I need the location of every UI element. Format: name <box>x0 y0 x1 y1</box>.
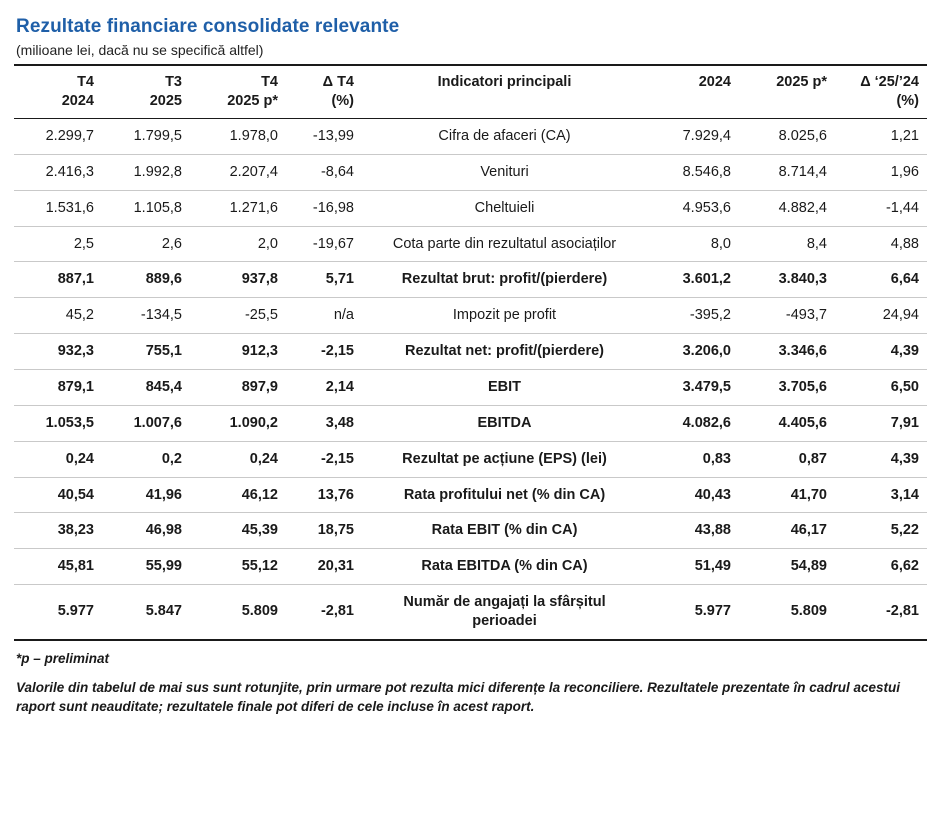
cell-t4-2024: 887,1 <box>14 262 102 298</box>
cell-2024: 3.479,5 <box>647 370 739 406</box>
cell-delta-year: 6,50 <box>835 370 927 406</box>
cell-2024: 43,88 <box>647 513 739 549</box>
cell-delta-t4: 2,14 <box>286 370 362 406</box>
cell-delta-t4: n/a <box>286 298 362 334</box>
cell-delta-year: 4,88 <box>835 226 927 262</box>
column-header-2024 <box>647 65 739 119</box>
cell-2024: 3.601,2 <box>647 262 739 298</box>
cell-t4-2024: 932,3 <box>14 334 102 370</box>
cell-indicator-label: Cifra de afaceri (CA) <box>362 119 647 155</box>
cell-2025p: -493,7 <box>739 298 835 334</box>
cell-t4-2024: 2,5 <box>14 226 102 262</box>
cell-t4-2024: 2.416,3 <box>14 154 102 190</box>
cell-t4-2025p: 46,12 <box>190 477 286 513</box>
cell-indicator-label: EBITDA <box>362 405 647 441</box>
cell-2024: 5.977 <box>647 585 739 640</box>
column-header-t4-2025p <box>190 65 286 119</box>
cell-delta-year: 1,21 <box>835 119 927 155</box>
cell-t4-2025p: 0,24 <box>190 441 286 477</box>
cell-delta-year: 1,96 <box>835 154 927 190</box>
cell-2025p: 8,4 <box>739 226 835 262</box>
cell-2024: 51,49 <box>647 549 739 585</box>
table-header-row <box>14 65 927 119</box>
cell-t4-2025p: 897,9 <box>190 370 286 406</box>
column-header-line1: T3 <box>165 74 182 90</box>
cell-delta-t4: -2,15 <box>286 334 362 370</box>
cell-t4-2024: 879,1 <box>14 370 102 406</box>
column-header-line2: (%) <box>896 92 919 109</box>
table-row <box>14 334 927 370</box>
cell-delta-t4: 18,75 <box>286 513 362 549</box>
cell-t4-2025p: 5.809 <box>190 585 286 640</box>
table-row <box>14 226 927 262</box>
cell-t3-2025: 2,6 <box>102 226 190 262</box>
cell-indicator-label: Impozit pe profit <box>362 298 647 334</box>
cell-delta-t4: 3,48 <box>286 405 362 441</box>
column-header-2025p <box>739 65 835 119</box>
cell-t4-2025p: 937,8 <box>190 262 286 298</box>
cell-delta-t4: -2,81 <box>286 585 362 640</box>
cell-delta-year: 4,39 <box>835 334 927 370</box>
cell-indicator-label: Cota parte din rezultatul asociaților <box>362 226 647 262</box>
cell-delta-year: 6,64 <box>835 262 927 298</box>
cell-t4-2025p: 1.090,2 <box>190 405 286 441</box>
column-header-t4-2024 <box>14 65 102 119</box>
footnote-preliminary: *p – preliminat <box>16 650 110 666</box>
table-row <box>14 154 927 190</box>
cell-delta-year: -2,81 <box>835 585 927 640</box>
table-row <box>14 549 927 585</box>
cell-delta-year: 4,39 <box>835 441 927 477</box>
column-header-delta-t4 <box>286 65 362 119</box>
cell-t3-2025: 1.799,5 <box>102 119 190 155</box>
cell-indicator-label: Rata EBITDA (% din CA) <box>362 549 647 585</box>
table-row <box>14 405 927 441</box>
column-header-t3-2025 <box>102 65 190 119</box>
table-row <box>14 298 927 334</box>
cell-2024: 3.206,0 <box>647 334 739 370</box>
column-header-delta-year <box>835 65 927 119</box>
cell-2025p: 46,17 <box>739 513 835 549</box>
cell-delta-year: 3,14 <box>835 477 927 513</box>
cell-t4-2025p: 1.978,0 <box>190 119 286 155</box>
cell-2024: 0,83 <box>647 441 739 477</box>
cell-t4-2024: 1.531,6 <box>14 190 102 226</box>
cell-indicator-label: Rezultat brut: profit/(pierdere) <box>362 262 647 298</box>
cell-2025p: 4.882,4 <box>739 190 835 226</box>
cell-delta-t4: -2,15 <box>286 441 362 477</box>
cell-t3-2025: 5.847 <box>102 585 190 640</box>
table-row <box>14 513 927 549</box>
cell-t4-2024: 45,2 <box>14 298 102 334</box>
table-row <box>14 370 927 406</box>
cell-delta-t4: -8,64 <box>286 154 362 190</box>
cell-t4-2024: 40,54 <box>14 477 102 513</box>
cell-t4-2025p: 912,3 <box>190 334 286 370</box>
cell-t4-2025p: 1.271,6 <box>190 190 286 226</box>
cell-t3-2025: 755,1 <box>102 334 190 370</box>
financial-results-table <box>14 64 927 641</box>
cell-2024: 8,0 <box>647 226 739 262</box>
cell-t3-2025: 41,96 <box>102 477 190 513</box>
cell-delta-year: 6,62 <box>835 549 927 585</box>
cell-t4-2024: 38,23 <box>14 513 102 549</box>
column-header-line2: 2025 <box>149 92 182 109</box>
cell-2025p: 41,70 <box>739 477 835 513</box>
cell-t3-2025: 1.105,8 <box>102 190 190 226</box>
cell-t4-2024: 2.299,7 <box>14 119 102 155</box>
table-row <box>14 190 927 226</box>
cell-delta-t4: 13,76 <box>286 477 362 513</box>
cell-t3-2025: -134,5 <box>102 298 190 334</box>
cell-t4-2025p: -25,5 <box>190 298 286 334</box>
cell-2025p: 5.809 <box>739 585 835 640</box>
cell-2024: 4.953,6 <box>647 190 739 226</box>
cell-t4-2024: 45,81 <box>14 549 102 585</box>
table-row <box>14 119 927 155</box>
column-header-line2: (%) <box>331 92 354 109</box>
cell-t4-2025p: 45,39 <box>190 513 286 549</box>
cell-indicator-label: Venituri <box>362 154 647 190</box>
cell-2025p: 54,89 <box>739 549 835 585</box>
cell-delta-year: 7,91 <box>835 405 927 441</box>
page-subtitle: (milioane lei, dacă nu se specifică altfel) <box>16 42 264 58</box>
column-header-line1: T4 <box>77 74 94 90</box>
cell-t4-2024: 0,24 <box>14 441 102 477</box>
cell-t4-2025p: 55,12 <box>190 549 286 585</box>
cell-delta-t4: -16,98 <box>286 190 362 226</box>
cell-t4-2025p: 2.207,4 <box>190 154 286 190</box>
cell-t3-2025: 1.007,6 <box>102 405 190 441</box>
column-header-line1: Δ ‘25/’24 <box>860 74 919 90</box>
cell-2024: 40,43 <box>647 477 739 513</box>
table-header <box>14 65 927 119</box>
cell-2024: 8.546,8 <box>647 154 739 190</box>
column-header-line1: Δ T4 <box>322 74 354 90</box>
cell-2025p: 8.025,6 <box>739 119 835 155</box>
cell-t3-2025: 1.992,8 <box>102 154 190 190</box>
cell-delta-t4: 20,31 <box>286 549 362 585</box>
cell-t3-2025: 0,2 <box>102 441 190 477</box>
cell-t4-2025p: 2,0 <box>190 226 286 262</box>
cell-indicator-label: EBIT <box>362 370 647 406</box>
cell-2024: -395,2 <box>647 298 739 334</box>
column-header-line2: 2024 <box>61 92 94 109</box>
cell-delta-year: 24,94 <box>835 298 927 334</box>
cell-2025p: 8.714,4 <box>739 154 835 190</box>
table-row <box>14 262 927 298</box>
cell-indicator-label: Cheltuieli <box>362 190 647 226</box>
cell-indicator-label: Număr de angajați la sfârșitul perioadei <box>362 585 647 640</box>
page-title: Rezultate financiare consolidate relevante <box>16 16 400 37</box>
column-header-line1: T4 <box>261 74 278 90</box>
cell-2024: 7.929,4 <box>647 119 739 155</box>
column-header-line1: 2024 <box>698 74 731 90</box>
cell-delta-year: 5,22 <box>835 513 927 549</box>
cell-delta-t4: -13,99 <box>286 119 362 155</box>
cell-2024: 4.082,6 <box>647 405 739 441</box>
column-header-indicators <box>362 65 647 119</box>
cell-2025p: 4.405,6 <box>739 405 835 441</box>
disclaimer-text: Valorile din tabelul de mai sus sunt rotunjite, prin urmare pot rezulta mici diferențe la reconciliere. Rezultatele prezentate în cadrul acestui raport sunt neauditate; rezultatele finale pot diferi de cele incluse în acest raport. <box>16 679 900 715</box>
cell-2025p: 3.840,3 <box>739 262 835 298</box>
column-header-line1: 2025 p* <box>776 74 827 90</box>
table-row <box>14 441 927 477</box>
cell-delta-year: -1,44 <box>835 190 927 226</box>
cell-indicator-label: Rezultat pe acțiune (EPS) (lei) <box>362 441 647 477</box>
column-header-line2: 2025 p* <box>227 92 278 109</box>
cell-t4-2024: 1.053,5 <box>14 405 102 441</box>
table-body <box>14 119 927 640</box>
table-row <box>14 477 927 513</box>
cell-t3-2025: 46,98 <box>102 513 190 549</box>
cell-2025p: 0,87 <box>739 441 835 477</box>
cell-delta-t4: 5,71 <box>286 262 362 298</box>
cell-t3-2025: 55,99 <box>102 549 190 585</box>
table-row <box>14 585 927 640</box>
cell-t3-2025: 845,4 <box>102 370 190 406</box>
cell-indicator-label: Rata EBIT (% din CA) <box>362 513 647 549</box>
cell-indicator-label: Rata profitului net (% din CA) <box>362 477 647 513</box>
cell-2025p: 3.705,6 <box>739 370 835 406</box>
cell-t3-2025: 889,6 <box>102 262 190 298</box>
cell-2025p: 3.346,6 <box>739 334 835 370</box>
cell-indicator-label: Rezultat net: profit/(pierdere) <box>362 334 647 370</box>
cell-delta-t4: -19,67 <box>286 226 362 262</box>
column-header-line1: Indicatori principali <box>437 74 572 90</box>
cell-t4-2024: 5.977 <box>14 585 102 640</box>
